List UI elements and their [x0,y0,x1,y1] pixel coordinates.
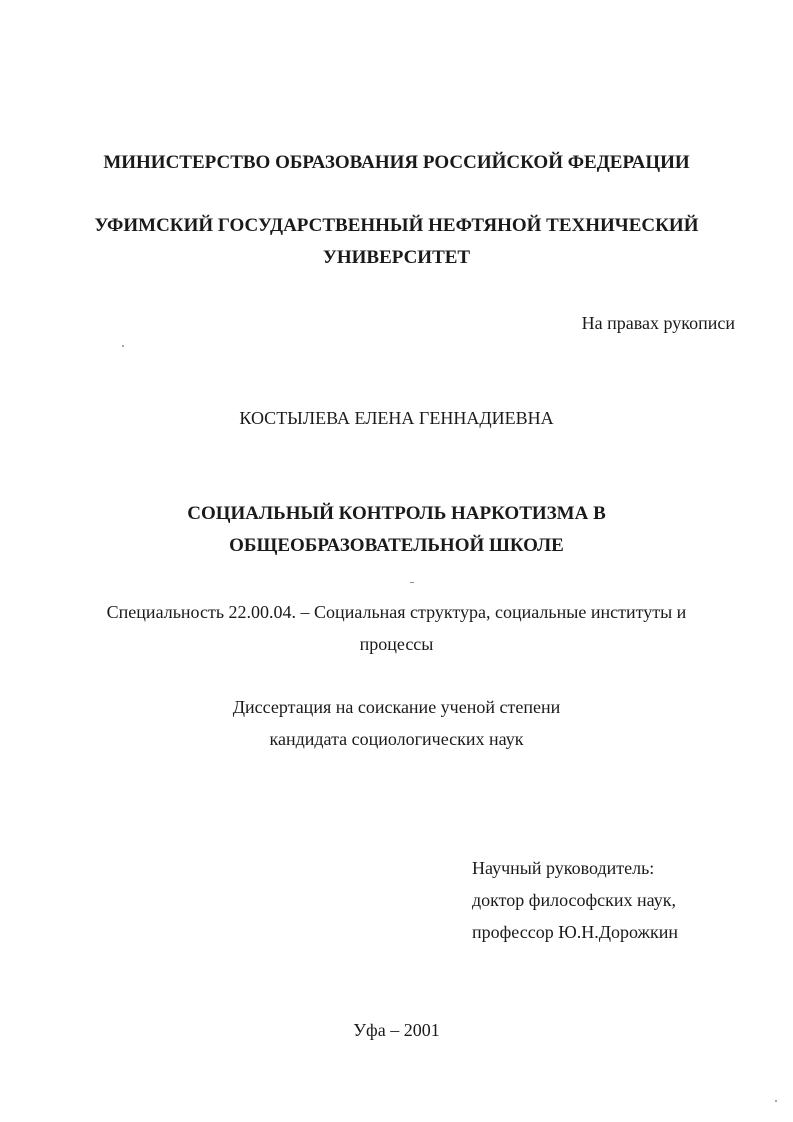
scan-speck [122,345,124,347]
scan-speck [775,1100,777,1102]
specialty-line1: Специальность 22.00.04. – Социальная структура, социальные институты и [106,602,687,622]
dissertation-title-line2: ОБЩЕОБРАЗОВАТЕЛЬНОЙ ШКОЛЕ [229,535,564,556]
author-name: КОСТЫЛЕВА ЕЛЕНА ГЕННАДИЕВНА [239,408,554,428]
advisor-degree: доктор философских наук, [472,890,676,910]
place-year: Уфа – 2001 [353,1020,440,1040]
specialty-line2: процессы [359,634,434,654]
university-heading-line2: УНИВЕРСИТЕТ [322,247,471,268]
advisor-name: профессор Ю.Н.Дорожкин [472,922,678,942]
degree-line1: Диссертация на соискание ученой степени [232,697,561,717]
ministry-heading: МИНИСТЕРСТВО ОБРАЗОВАНИЯ РОССИЙСКОЙ ФЕДЕРАЦИИ [103,152,690,173]
dissertation-title-line1: СОЦИАЛЬНЫЙ КОНТРОЛЬ НАРКОТИЗМА В [187,503,606,524]
manuscript-note: На правах рукописи [581,313,735,333]
university-heading-line1: УФИМСКИЙ ГОСУДАРСТВЕННЫЙ НЕФТЯНОЙ ТЕХНИЧЕСКИЙ [94,215,699,236]
degree-line2: кандидата социологических наук [269,729,524,749]
advisor-label: Научный руководитель: [472,858,655,878]
scan-speck [410,582,414,583]
